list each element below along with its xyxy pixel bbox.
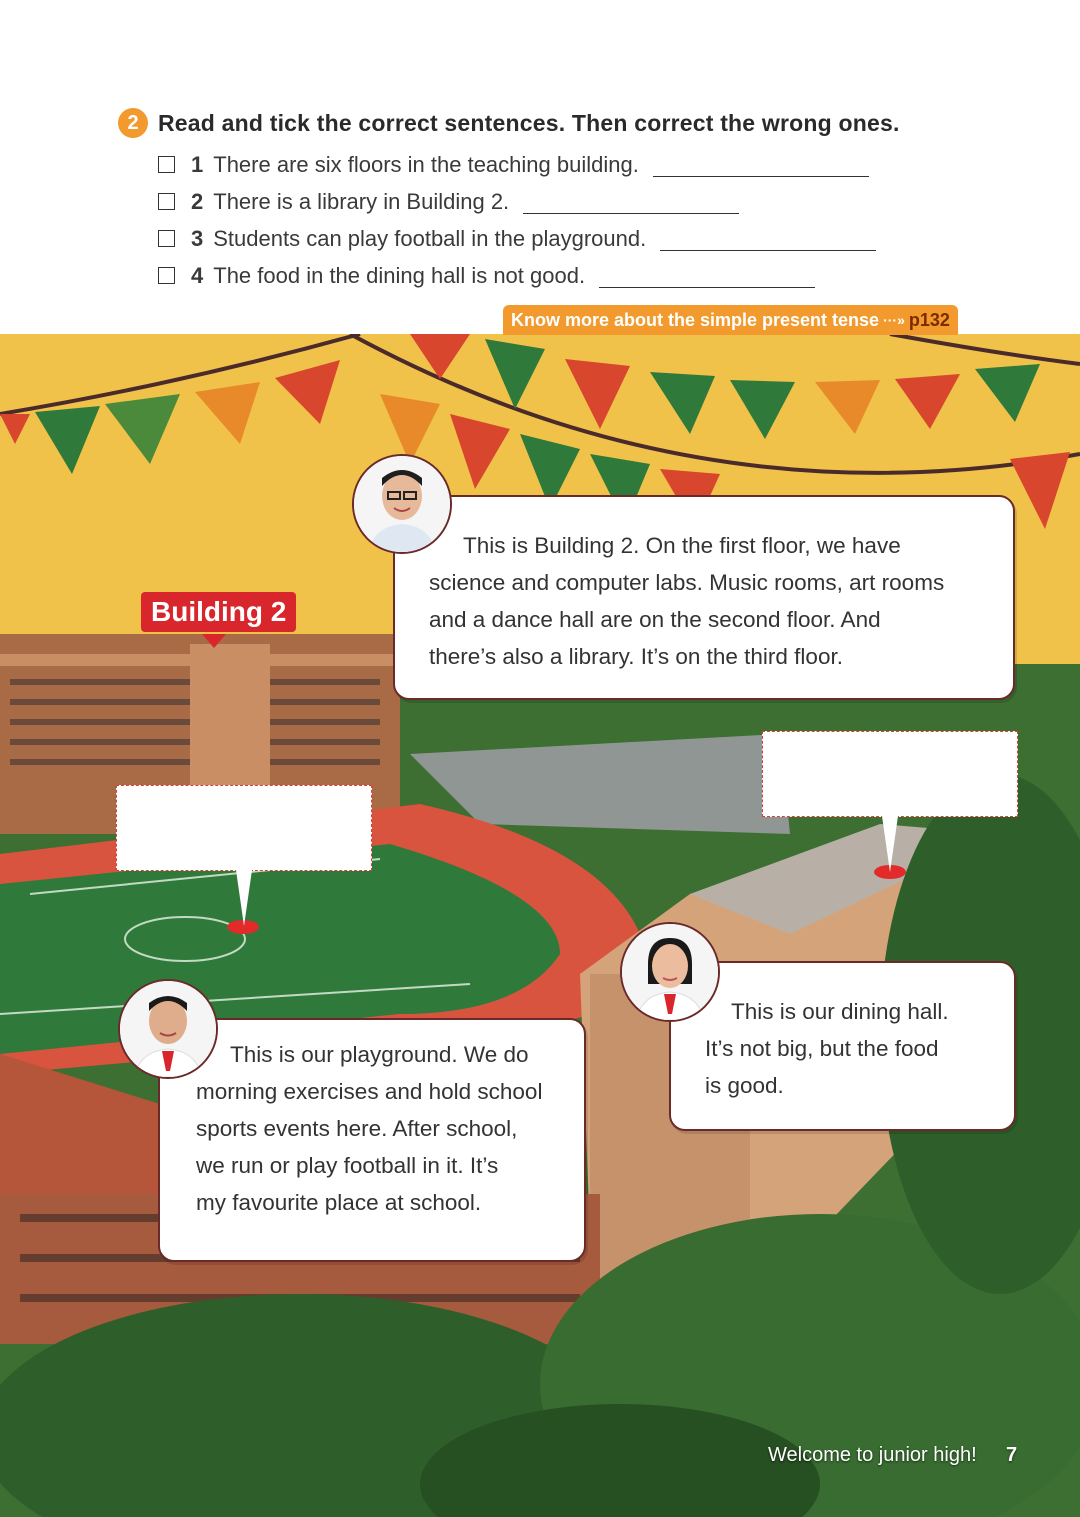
bubble-line: This is our playground. We do — [230, 1042, 529, 1067]
exercise-item — [158, 257, 876, 294]
page-number: 7 — [1006, 1444, 1018, 1466]
know-more-page: p132 — [908, 309, 950, 330]
answer-blank[interactable] — [660, 226, 876, 251]
exercise-title: Read and tick the correct sentences. Then correct the wrong ones. — [158, 109, 900, 136]
bubble-line: my favourite place at school. — [196, 1190, 482, 1215]
boy-avatar — [118, 979, 218, 1079]
footer-unit-title: Welcome to junior high! — [768, 1444, 977, 1466]
item-text: There is a library in Building 2. — [213, 188, 510, 214]
girl-portrait-icon — [622, 924, 718, 1020]
dining-box-pointer — [878, 816, 902, 872]
exercise-heading — [118, 108, 900, 138]
boy-speech-bubble — [158, 1018, 586, 1262]
item-number: 2 — [191, 188, 204, 214]
school-scene — [0, 334, 1080, 1517]
teacher-avatar — [352, 454, 452, 554]
tick-checkbox[interactable] — [158, 230, 175, 247]
bubble-line: This is Building 2. On the first floor, we have — [463, 533, 901, 558]
bubble-line: morning exercises and hold school — [196, 1079, 543, 1104]
answer-blank[interactable] — [599, 263, 815, 288]
bubble-line: is good. — [705, 1073, 784, 1098]
girl-avatar — [620, 922, 720, 1022]
label-pointer — [202, 634, 226, 648]
bubble-line: science and computer labs. Music rooms, art rooms — [429, 570, 945, 595]
exercise-item — [158, 146, 876, 183]
girl-speech-bubble — [669, 961, 1016, 1131]
tick-checkbox[interactable] — [158, 156, 175, 173]
playground-box-pointer — [232, 870, 256, 926]
know-more-text: Know more about the simple present tense — [511, 309, 880, 330]
boy-portrait-icon — [120, 981, 216, 1077]
bubble-line: and a dance hall are on the second floor. And — [429, 607, 881, 632]
playground-answer-box[interactable] — [116, 785, 372, 871]
exercise-number-badge: 2 — [118, 108, 148, 138]
item-text: Students can play football in the playground. — [213, 225, 647, 251]
bubble-line: It’s not big, but the food — [705, 1036, 939, 1061]
know-more-link[interactable] — [503, 305, 958, 335]
exercise-item — [158, 220, 876, 257]
exercise-item — [158, 183, 876, 220]
item-text: There are six floors in the teaching building. — [213, 151, 639, 177]
item-number: 3 — [191, 225, 204, 251]
bubble-line: sports events here. After school, — [196, 1116, 518, 1141]
arrow-icon: ···» — [883, 312, 905, 328]
exercise-items — [158, 146, 876, 294]
bubble-line: This is our dining hall. — [731, 999, 949, 1024]
dining-hall-answer-box[interactable] — [762, 731, 1018, 817]
answer-blank[interactable] — [653, 152, 869, 177]
bubble-line: there’s also a library. It’s on the third floor. — [429, 644, 843, 669]
item-number: 4 — [191, 262, 204, 288]
teacher-portrait-icon — [354, 456, 450, 552]
bubble-line: we run or play football in it. It’s — [196, 1153, 499, 1178]
building-2-label: Building 2 — [141, 592, 296, 632]
teacher-speech-bubble — [393, 495, 1015, 700]
item-number: 1 — [191, 151, 204, 177]
tick-checkbox[interactable] — [158, 193, 175, 210]
answer-blank[interactable] — [523, 189, 739, 214]
tick-checkbox[interactable] — [158, 267, 175, 284]
item-text: The food in the dining hall is not good. — [213, 262, 586, 288]
